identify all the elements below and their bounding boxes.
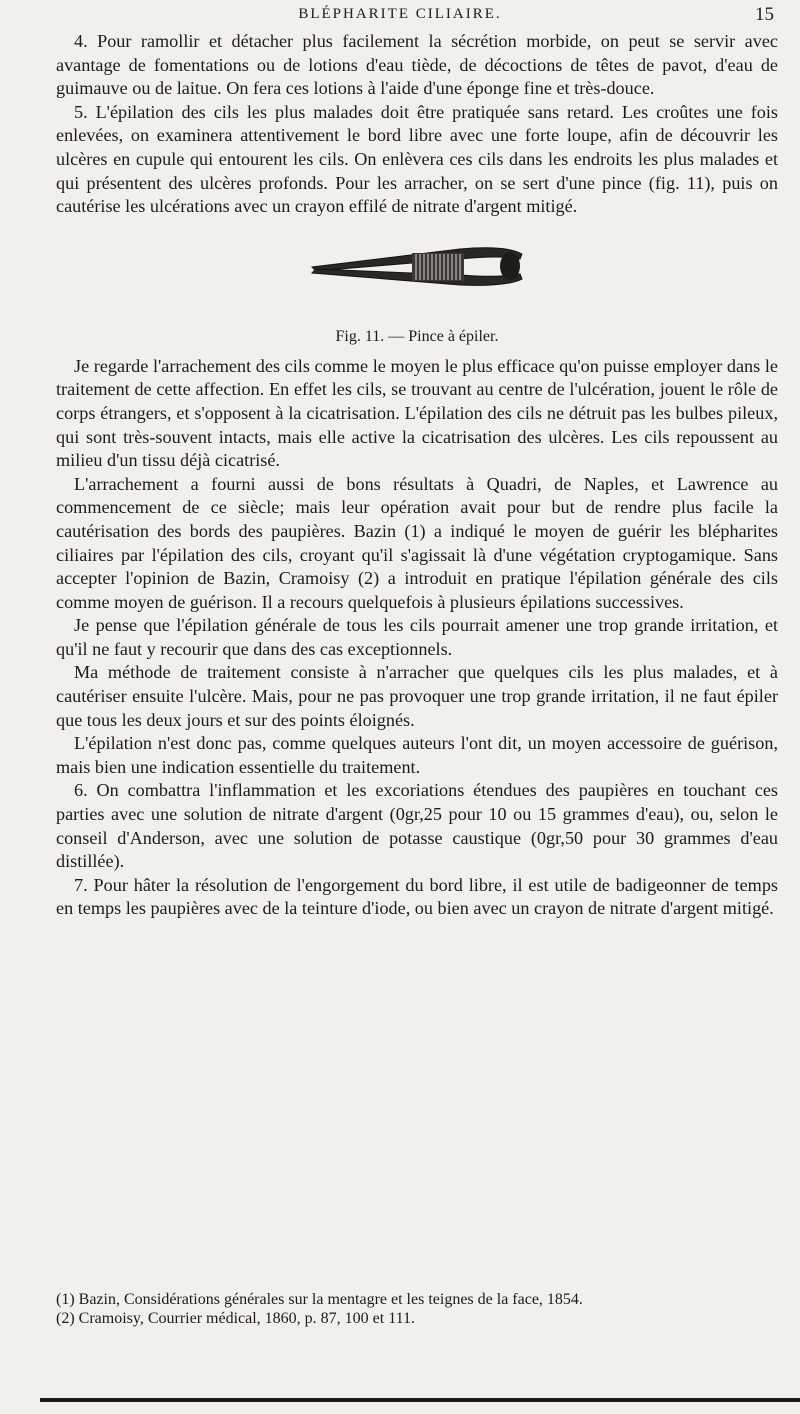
paragraph-historique: L'arrachement a fourni aussi de bons résultats à Quadri, de Naples, et Lawrence au commencement de ce siècle; mais leur opération avait pour but de rendre plus facile la cautérisation des bords des paupières. Bazin (1) a indiqué le moyen de guérir les blépharites ciliaires par l'épilation des cils, croyant qu'il s'agissait là d'une végétation cryptogamique. Sans accepter l'opinion de Bazin, Cramoisy (2) a introduit en pratique l'épilation générale des cils comme moyen de guérison. Il a recours quelquefois à plusieurs épilations successives. — [56, 473, 778, 612]
tweezers-illustration — [310, 241, 524, 303]
page-bottom-edge — [40, 1398, 800, 1402]
running-head — [0, 4, 800, 30]
paragraph-arrachement: Je regarde l'arrachement des cils comme le moyen le plus efficace qu'on puisse employer dans le traitement de cette affection. En effet les cils, se trouvant au centre de l'ulcération, jouent le rôle de corps étrangers, et s'opposent à la cicatrisation. L'épilation des cils ne détruit pas les bulbes pileux, qui sont très-souvent intacts, mais elle active la cicatrisation des ulcères. Les cils repoussent au milieu d'un tissu déjà cicatrisé. — [56, 355, 778, 471]
footnote-2: (2) Cramoisy, Courrier médical, 1860, p. 87, 100 et 111. — [56, 1310, 416, 1327]
paragraph-4: 4. Pour ramollir et détacher plus facilement la sécrétion morbide, on peut se servir avec avantage de fomentations ou de lotions d'eau tiède, de décoctions de têtes de pavot, d'eau de guimauve ou de laitue. On fera ces lotions à l'aide d'une éponge fine et très-douce. — [56, 31, 778, 99]
paragraph-indication: L'épilation n'est donc pas, comme quelques auteurs l'ont dit, un moyen accessoire de guérison, mais bien une indication essentielle du traitement. — [56, 733, 778, 777]
paragraph-opinion: Je pense que l'épilation générale de tous les cils pourrait amener une trop grande irritation, et qu'il ne faut y recourir que dans des cas exceptionnels. — [56, 615, 778, 659]
footnotes — [56, 1290, 778, 1328]
footnote-1: (1) Bazin, Considérations générales sur la mentagre et les teignes de la face, 1854. — [56, 1291, 583, 1308]
page-number: 15 — [755, 4, 774, 25]
running-title: BLÉPHARITE CILIAIRE. — [298, 6, 502, 22]
paragraph-5: 5. L'épilation des cils les plus malades doit être pratiquée sans retard. Les croûtes une fois enlevées, on examinera attentivement le bord libre avec une forte loupe, afin de découvrir les ulcères en cupule qui entourent les cils. On enlèvera ces cils dans les endroits les plus malades et qui présentent des ulcères profonds. Pour les arracher, on se sert d'une pince (fig. 11), puis on cautérise les ulcérations avec un crayon effilé de nitrate d'argent mitigé. — [56, 101, 778, 217]
paragraph-methode: Ma méthode de traitement consiste à n'arracher que quelques cils les plus malades, et à cautériser ensuite l'ulcère. Mais, pour ne pas provoquer une trop grande irritation, il ne faut épiler que tous les deux jours et sur des points éloignés. — [56, 662, 778, 730]
paragraph-7: 7. Pour hâter la résolution de l'engorgement du bord libre, il est utile de badigeonner de temps en temps les paupières avec de la teinture d'iode, ou bien avec un crayon de nitrate d'argent mitigé. — [56, 874, 778, 919]
figure-11 — [56, 229, 778, 355]
paragraph-6: 6. On combattra l'inflammation et les excoriations étendues des paupières en touchant ces parties avec une solution de nitrate d'argent (0gr,25 pour 10 ou 15 grammes d'eau), ou, selon le conseil d'Anderson, avec une solution de potasse caustique (0gr,50 pour 30 grammes d'eau distillée). — [56, 780, 778, 872]
figure-caption: Fig. 11. — Pince à épiler. — [335, 327, 499, 345]
body-text — [56, 30, 778, 921]
